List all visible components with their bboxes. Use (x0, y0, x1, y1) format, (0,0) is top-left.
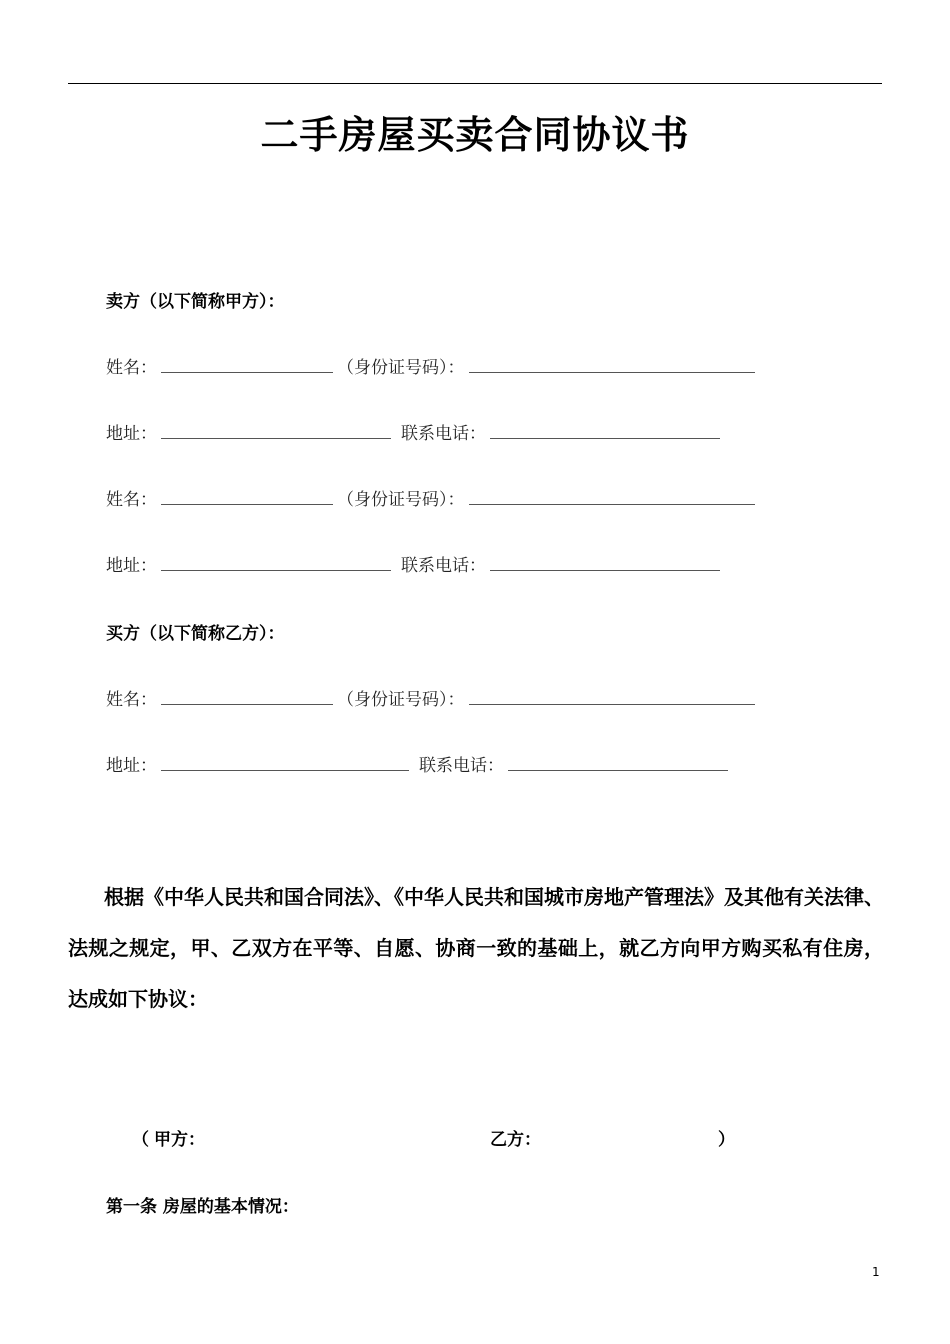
name-label: 姓名： (106, 690, 157, 710)
seller-heading: 卖方（以下简称甲方）： (106, 292, 285, 312)
page-number: 1 (872, 1265, 880, 1279)
seller-2-address-row (106, 551, 724, 576)
buyer-1-name-blank[interactable] (161, 690, 333, 705)
address-label: 地址： (106, 556, 157, 576)
seller-1-name-blank[interactable] (161, 358, 333, 373)
buyer-1-id-blank[interactable] (469, 690, 755, 705)
address-label: 地址： (106, 424, 157, 444)
name-label: 姓名： (106, 490, 157, 510)
id-label: （身份证号码）： (337, 490, 465, 510)
name-label: 姓名： (106, 358, 157, 378)
document-title: 二手房屋买卖合同协议书 (260, 112, 690, 157)
buyer-1-name-row (106, 685, 759, 710)
address-label: 地址： (106, 756, 157, 776)
signature-open-paren: （ (132, 1130, 149, 1150)
buyer-1-phone-blank[interactable] (508, 756, 728, 771)
seller-2-address-blank[interactable] (161, 556, 391, 571)
seller-2-phone-blank[interactable] (490, 556, 720, 571)
phone-label: 联系电话： (401, 556, 486, 576)
phone-label: 联系电话： (401, 424, 486, 444)
article-1-heading: 第一条 房屋的基本情况： (106, 1197, 299, 1217)
id-label: （身份证号码）： (337, 690, 465, 710)
party-b-label: 乙方： (490, 1130, 541, 1150)
buyer-1-address-blank[interactable] (161, 756, 409, 771)
header-rule (68, 83, 882, 84)
seller-1-address-blank[interactable] (161, 424, 391, 439)
phone-label: 联系电话： (419, 756, 504, 776)
seller-1-id-blank[interactable] (469, 358, 755, 373)
seller-1-phone-blank[interactable] (490, 424, 720, 439)
signature-close-paren: ） (718, 1130, 735, 1150)
id-label: （身份证号码）： (337, 358, 465, 378)
seller-2-name-row (106, 485, 759, 510)
seller-2-id-blank[interactable] (469, 490, 755, 505)
seller-1-address-row (106, 419, 724, 444)
buyer-heading: 买方（以下简称乙方）： (106, 624, 285, 644)
intro-paragraph: 根据《中华人民共和国合同法》、《中华人民共和国城市房地产管理法》及其他有关法律、法规之规定，甲、乙双方在平等、自愿、协商一致的基础上，就乙方向甲方购买私有住房，达成如下协议： (68, 885, 884, 1011)
seller-1-name-row (106, 353, 759, 378)
seller-2-name-blank[interactable] (161, 490, 333, 505)
buyer-1-address-row (106, 751, 732, 776)
party-a-label: 甲方： (154, 1130, 205, 1150)
